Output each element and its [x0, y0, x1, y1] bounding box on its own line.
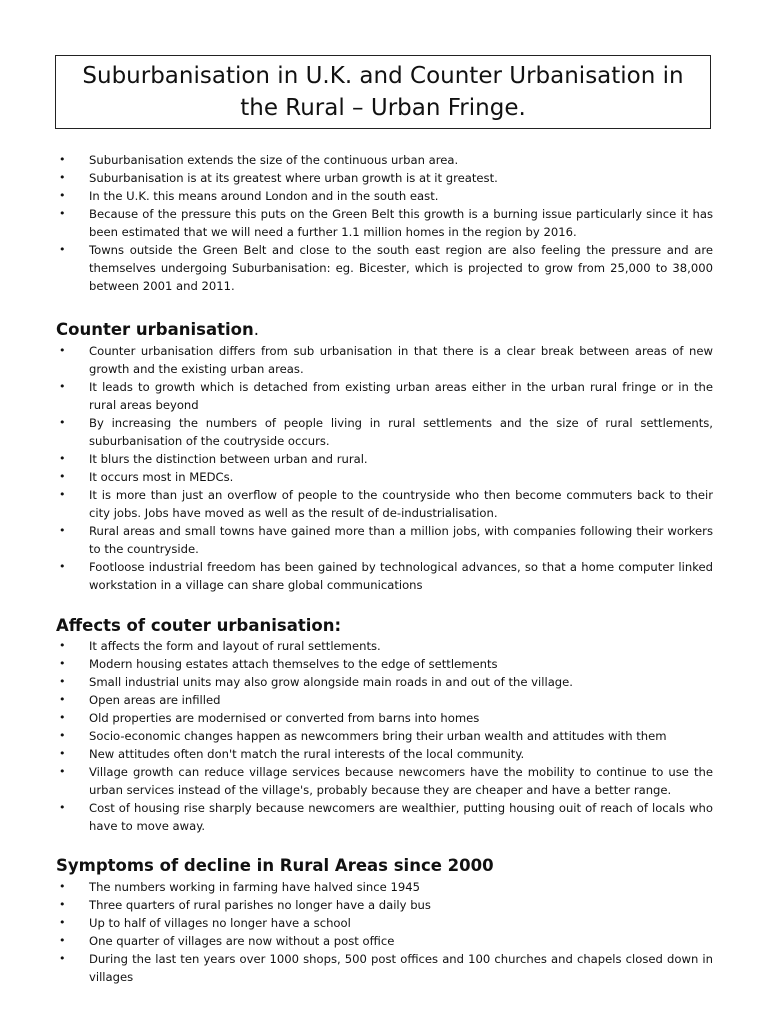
counter-bullet-list	[0, 342, 768, 594]
bullet-icon: •	[59, 452, 66, 465]
bullet-icon: •	[59, 675, 66, 688]
bullet-icon: •	[59, 524, 66, 537]
list-item: • Up to half of villages no longer have a school	[59, 916, 351, 930]
list-item: • It blurs the distinction between urban and rural.	[59, 452, 368, 466]
title-line-1: Suburbanisation in U.K. and Counter Urbanisation in	[82, 63, 684, 89]
bullet-icon: •	[59, 243, 66, 256]
list-item: • Rural areas and small towns have gained more than a million jobs, with companies following their workers to the countryside.	[59, 524, 713, 556]
bullet-icon: •	[59, 880, 66, 893]
list-item: • It occurs most in MEDCs.	[59, 470, 234, 484]
bullet-icon: •	[59, 488, 66, 501]
list-item: • New attitudes often don't match the rural interests of the local community.	[59, 747, 525, 761]
bullet-icon: •	[59, 952, 66, 965]
bullet-icon: •	[59, 765, 66, 778]
bullet-icon: •	[59, 934, 66, 947]
list-item: • Old properties are modernised or converted from barns into homes	[59, 711, 480, 725]
bullet-icon: •	[59, 639, 66, 652]
list-item: • It is more than just an overflow of people to the countryside who then become commuters back to their city jobs. Jobs have moved as well as the result of de-industrialisation.	[59, 488, 713, 520]
bullet-icon: •	[59, 171, 66, 184]
list-item: • In the U.K. this means around London and in the south east.	[59, 189, 439, 203]
list-item: • Village growth can reduce village services because newcomers have the mobility to continue to use the urban services instead of the village's, probably because they are cheaper and have a better range.	[59, 765, 713, 797]
list-item: • The numbers working in farming have halved since 1945	[59, 880, 420, 894]
bullet-icon: •	[59, 711, 66, 724]
list-item: • Footloose industrial freedom has been gained by technological advances, so that a home computer linked workstation in a village can share global communications	[59, 560, 713, 592]
decline-bullet-list	[0, 878, 768, 986]
list-item: • Towns outside the Green Belt and close to the south east region are also feeling the pressure and are themselves undergoing Suburbanisation: eg. Bicester, which is projected to grow from 25,000 to 38,000 between 2001 and 2011.	[59, 243, 713, 293]
affects-bullet-list	[0, 637, 768, 835]
bullet-icon: •	[59, 380, 66, 393]
counter-urbanisation-heading: Counter urbanisation.	[56, 320, 259, 339]
decline-heading: Symptoms of decline in Rural Areas since 2000	[56, 856, 494, 875]
list-item: • Cost of housing rise sharply because newcomers are wealthier, putting housing ouit of reach of locals who have to move away.	[59, 801, 713, 833]
list-item: • It leads to growth which is detached from existing urban areas either in the urban rural fringe or in the rural areas beyond	[59, 380, 713, 412]
list-item: • It affects the form and layout of rural settlements.	[59, 639, 381, 653]
bullet-icon: •	[59, 189, 66, 202]
list-item: • During the last ten years over 1000 shops, 500 post offices and 100 churches and chapels closed down in villages	[59, 952, 713, 984]
list-item: • Socio-economic changes happen as newcommers bring their urban wealth and attitudes with them	[59, 729, 667, 743]
list-item: • Open areas are infilled	[59, 693, 221, 707]
list-item: • Small industrial units may also grow alongside main roads in and out of the village.	[59, 675, 573, 689]
title-box	[55, 55, 711, 129]
bullet-icon: •	[59, 153, 66, 166]
bullet-icon: •	[59, 801, 66, 814]
list-item: • Because of the pressure this puts on the Green Belt this growth is a burning issue particularly since it has been estimated that we will need a further 1.1 million homes in the region by 2016.	[59, 207, 713, 239]
list-item: • Counter urbanisation differs from sub urbanisation in that there is a clear break between areas of new growth and the existing urban areas.	[59, 344, 713, 376]
bullet-icon: •	[59, 560, 66, 573]
bullet-icon: •	[59, 344, 66, 357]
bullet-icon: •	[59, 207, 66, 220]
list-item: • By increasing the numbers of people living in rural settlements and the size of rural settlements, suburbanisation of the coutryside occurs.	[59, 416, 713, 448]
bullet-icon: •	[59, 898, 66, 911]
list-item: • Suburbanisation is at its greatest where urban growth is at it greatest.	[59, 171, 498, 185]
intro-bullet-list	[0, 151, 768, 295]
bullet-icon: •	[59, 729, 66, 742]
bullet-icon: •	[59, 693, 66, 706]
list-item: • Modern housing estates attach themselves to the edge of settlements	[59, 657, 498, 671]
bullet-icon: •	[59, 747, 66, 760]
bullet-icon: •	[59, 916, 66, 929]
title-line-2: the Rural – Urban Fringe.	[240, 95, 526, 121]
list-item: • Suburbanisation extends the size of the continuous urban area.	[59, 153, 459, 167]
bullet-icon: •	[59, 657, 66, 670]
list-item: • One quarter of villages are now without a post office	[59, 934, 395, 948]
list-item: • Three quarters of rural parishes no longer have a daily bus	[59, 898, 431, 912]
bullet-icon: •	[59, 470, 66, 483]
affects-heading: Affects of couter urbanisation:	[56, 616, 342, 635]
bullet-icon: •	[59, 416, 66, 429]
